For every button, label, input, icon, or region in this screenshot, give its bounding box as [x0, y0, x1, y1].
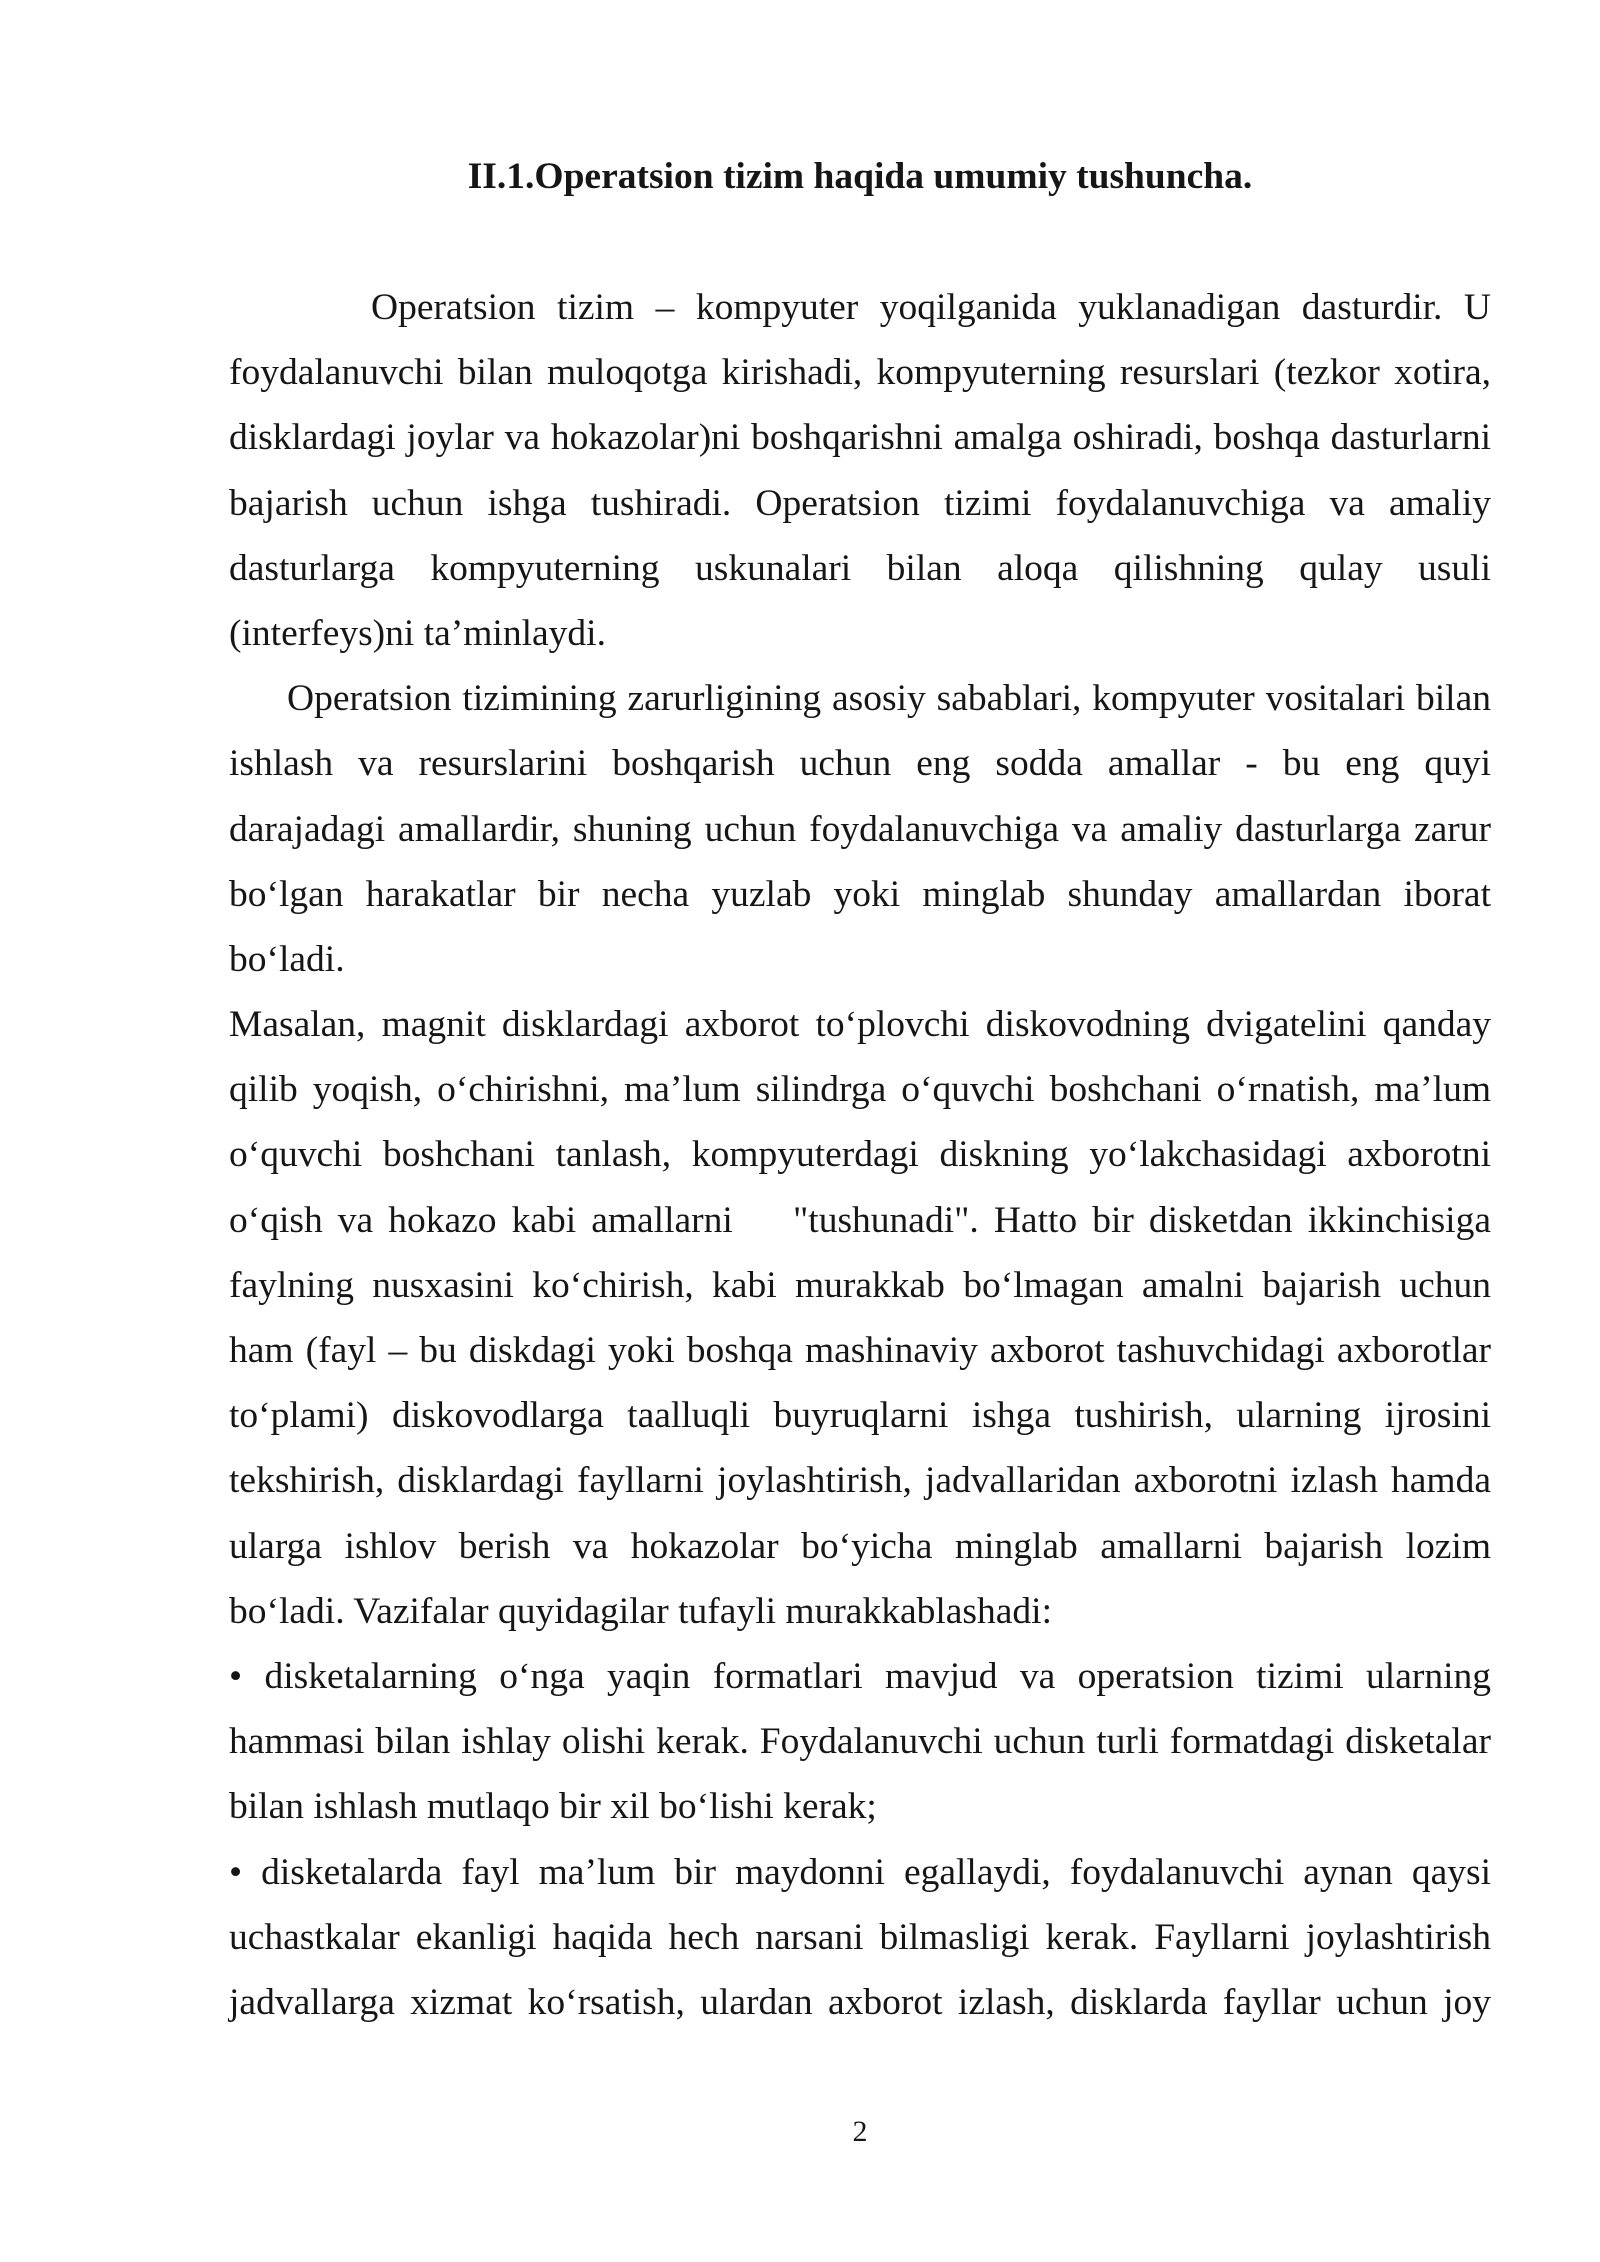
- text-line: ham (fayl – bu diskdagi yoki boshqa mashinaviy axborot tashuvchidagi axborotlar: [229, 1330, 1491, 1371]
- text-line: tekshirish, disklardagi fayllarni joylashtirish, jadvallaridan axborotni izlash hamda: [229, 1460, 1491, 1502]
- text-line: bajarish uchun ishga tushiradi. Operatsion tizimi foydalanuvchiga va amaliy: [229, 482, 1491, 524]
- text-line: disklardagi joylar va hokazolar)ni boshqarishni amalga oshiradi, boshqa dasturlarni: [229, 417, 1491, 459]
- text-line: bilan ishlash mutlaqo bir xil bo‘lishi kerak;: [229, 1786, 877, 1828]
- text-line: bo‘ladi. Vazifalar quyidagilar tufayli murakkablashadi:: [229, 1590, 1052, 1632]
- document-body: [229, 275, 1491, 2035]
- text-line: faylning nusxasini ko‘chirish, kabi murakkab bo‘lmagan amalni bajarish uchun: [229, 1264, 1491, 1306]
- text-line: bo‘lgan harakatlar bir necha yuzlab yoki minglab shunday amallardan iborat: [229, 873, 1491, 915]
- paragraph: [229, 275, 1491, 666]
- text-line: • disketalarning o‘nga yaqin formatlari mavjud va operatsion tizimi ularning: [229, 1655, 1491, 1697]
- text-line: Masalan, magnit disklardagi axborot to‘plovchi diskovodning dvigatelini qanday: [229, 1004, 1491, 1046]
- text-line: ularga ishlov berish va hokazolar bo‘yicha minglab amallarni bajarish lozim: [229, 1525, 1491, 1567]
- text-line: Operatsion tizim – kompyuter yoqilganida yuklanadigan dasturdir. U: [371, 287, 1491, 328]
- section-title: II.1.Operatsion tizim haqida umumiy tushuncha.: [467, 156, 1253, 197]
- page-number: 2: [852, 2115, 868, 2148]
- bullet-paragraph: [229, 1840, 1491, 2036]
- text-line: • disketalarda fayl ma’lum bir maydonni egallaydi, foydalanuvchi aynan qaysi: [229, 1851, 1491, 1893]
- text-line: bo‘ladi.: [229, 938, 345, 980]
- text-line: ishlash va resurslarini boshqarish uchun eng sodda amallar - bu eng quyi: [229, 743, 1491, 785]
- text-line: jadvallarga xizmat ko‘rsatish, ulardan axborot izlash, disklarda fayllar uchun joy: [229, 1981, 1491, 2023]
- text-line: Operatsion tizimining zarurligining asosiy sabablari, kompyuter vositalari bilan: [287, 678, 1491, 720]
- text-line: darajadagi amallardir, shuning uchun foydalanuvchiga va amaliy dasturlarga zarur: [229, 808, 1491, 850]
- text-line: hammasi bilan ishlay olishi kerak. Foydalanuvchi uchun turli formatdagi disketalar: [229, 1721, 1491, 1763]
- text-line: to‘plami) diskovodlarga taalluqli buyruqlarni ishga tushirish, ularning ijrosini: [229, 1395, 1491, 1437]
- bullet-paragraph: [229, 1644, 1491, 1840]
- paragraph: [229, 666, 1491, 992]
- text-line: (interfeys)ni ta’minlaydi.: [229, 612, 606, 654]
- text-line: o‘qish va hokazo kabi amallarni "tushunadi". Hatto bir disketdan ikkinchisiga: [229, 1199, 1491, 1241]
- paragraph: [229, 992, 1491, 1644]
- text-line: o‘quvchi boshchani tanlash, kompyuterdagi diskning yo‘lakchasidagi axborotni: [229, 1134, 1491, 1176]
- text-line: qilib yoqish, o‘chirishni, ma’lum silindrga o‘quvchi boshchani o‘rnatish, ma’lum: [229, 1069, 1491, 1111]
- text-line: dasturlarga kompyuterning uskunalari bilan aloqa qilishning qulay usuli: [229, 547, 1491, 589]
- text-line: foydalanuvchi bilan muloqotga kirishadi, kompyuterning resurslari (tezkor xotira,: [229, 352, 1491, 394]
- text-line: uchastkalar ekanligi haqida hech narsani bilmasligi kerak. Fayllarni joylashtirish: [229, 1916, 1491, 1958]
